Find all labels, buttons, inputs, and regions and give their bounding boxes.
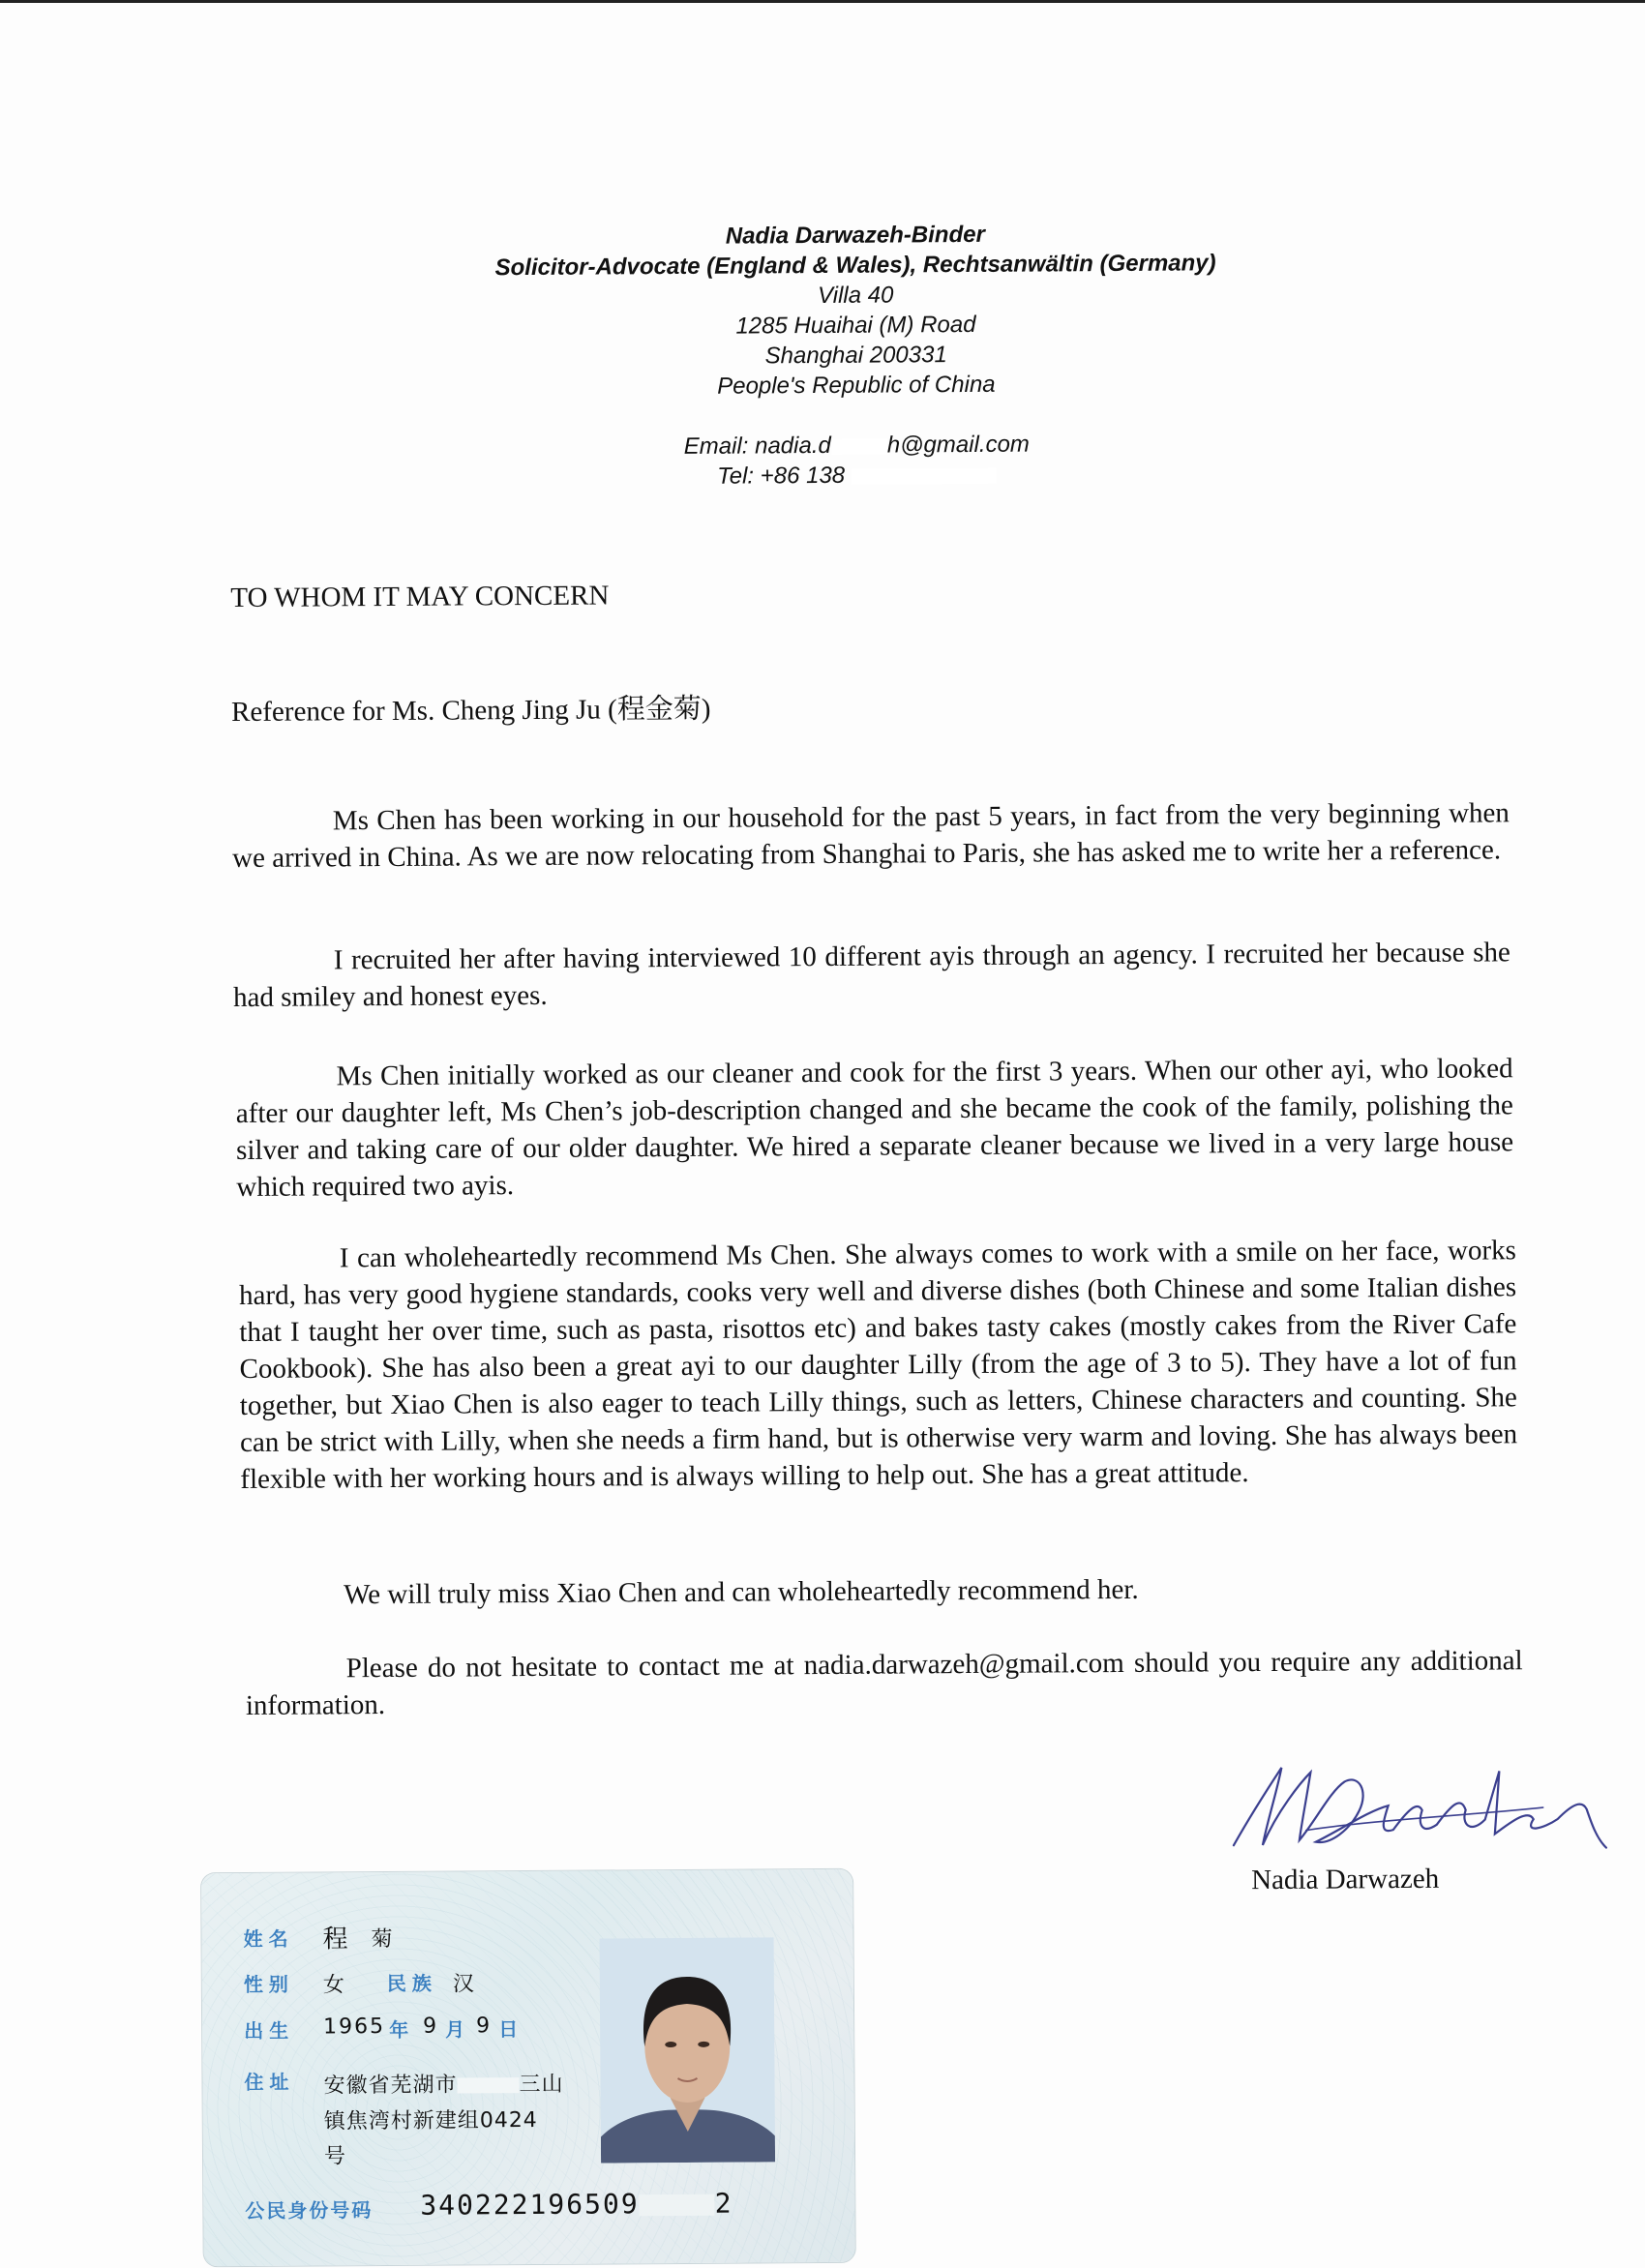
id-photo <box>600 1937 776 2163</box>
id-address-part: 安徽省芜湖市 <box>323 2073 458 2099</box>
id-day-char: 日 <box>498 2017 519 2042</box>
id-number-label: 公民身份号码 <box>245 2198 374 2223</box>
id-birth-month: 9 <box>423 2014 439 2039</box>
id-name-label: 姓名 <box>243 1926 294 1951</box>
email-suffix: h@gmail.com <box>886 431 1030 459</box>
redaction-mark <box>831 431 887 461</box>
phone-prefix: Tel: +86 138 <box>717 462 846 490</box>
paragraph: We will truly miss Xiao Chen and can wholeheartedly recommend her. <box>344 1573 1139 1611</box>
paragraph: Ms Chen initially worked as our cleaner and cook for the first 3 years. When our other ayi, who looked after our daughter left, Ms Chen’s job-description changed and she became the cook of the family, polishing the silver and taking care of our older daughter. We hired a separate cleaner because we lived in a very large house which required two ayis. <box>235 1053 1514 1204</box>
id-address-line: 号 <box>323 2144 348 2169</box>
paragraph: I recruited her after having interviewed 10 different ayis through an agency. I recruited her because she had smiley and honest eyes. <box>232 937 1510 1014</box>
id-birth-year: 1965 <box>323 2014 386 2040</box>
id-name-char-2: 菊 <box>371 1926 395 1953</box>
salutation: TO WHOM IT MAY CONCERN <box>230 580 610 614</box>
id-gender-value: 女 <box>322 1973 346 1998</box>
id-number-part: 340222196509 <box>420 2188 640 2222</box>
paragraph: Ms Chen has been working in our household for the past 5 years, in fact from the very beginning when we arrived in China. As we are now relocating from Shanghai to Paris, she has asked me to write her a reference. <box>232 797 1510 875</box>
id-birth-day: 9 <box>476 2014 493 2039</box>
id-birth-label: 出生 <box>244 2018 295 2043</box>
handwritten-signature <box>1223 1751 1611 1870</box>
redaction-mark <box>457 2073 519 2097</box>
id-name-char-1: 程 <box>322 1925 350 1955</box>
id-address-line: 镇焦湾村新建组0424 <box>323 2107 538 2134</box>
id-gender-label: 性别 <box>243 1972 294 1996</box>
id-number <box>420 2188 733 2222</box>
id-year-char: 年 <box>389 2017 409 2042</box>
reference-line: Reference for Ms. Cheng Jing Ju (程金菊) <box>231 693 711 729</box>
paragraph: Please do not hesitate to contact me at nadia.darwazeh@gmail.com should you require any additional information. <box>245 1645 1523 1721</box>
id-address-part: 三山 <box>519 2072 564 2098</box>
redaction-mark <box>640 2188 715 2221</box>
address-line: People's Republic of China <box>717 371 996 400</box>
id-card-copy <box>201 1869 855 2266</box>
id-address-line <box>323 2068 563 2100</box>
address-line: Shanghai 200331 <box>764 342 947 370</box>
author-name: Nadia Darwazeh-Binder <box>725 221 985 250</box>
paragraph: I can wholeheartedly recommend Ms Chen. She always comes to work with a smile on her face, works hard, has very good hygiene standards, cooks very well and diverse dishes (both Chinese and some Italian dishes that I taught her over time, such as pasta, risottos etc) and bakes tasty cakes (mostly cakes from the River Cafe Cookbook). She has also been a great ayi to our daughter Lilly (from the age of 3 to 5). They have a lot of fun together, but Xiao Chen is also eager to teach Lilly things, such as letters, Chinese characters and counting. She can be strict with Lilly, when she needs a firm hand, but is otherwise very warm and loving. She has always been flexible with her working hours and is always willing to help out. She has a great attitude. <box>239 1235 1518 1495</box>
author-title: Solicitor-Advocate (England & Wales), Rechtsanwältin (Germany) <box>494 250 1216 282</box>
letterhead <box>0 215 1645 496</box>
id-number-part: 2 <box>714 2187 733 2220</box>
id-ethnicity-value: 汉 <box>452 1972 476 1997</box>
signatory-name: Nadia Darwazeh <box>1251 1863 1440 1896</box>
id-month-char: 月 <box>445 2017 465 2042</box>
email-prefix: Email: nadia.d <box>683 432 831 460</box>
address-line: Villa 40 <box>818 282 894 310</box>
redaction-mark <box>852 460 997 491</box>
id-address-label: 住址 <box>244 2070 295 2094</box>
address-line: 1285 Huaihai (M) Road <box>735 311 976 340</box>
id-ethnicity-label: 民族 <box>386 1971 437 1996</box>
